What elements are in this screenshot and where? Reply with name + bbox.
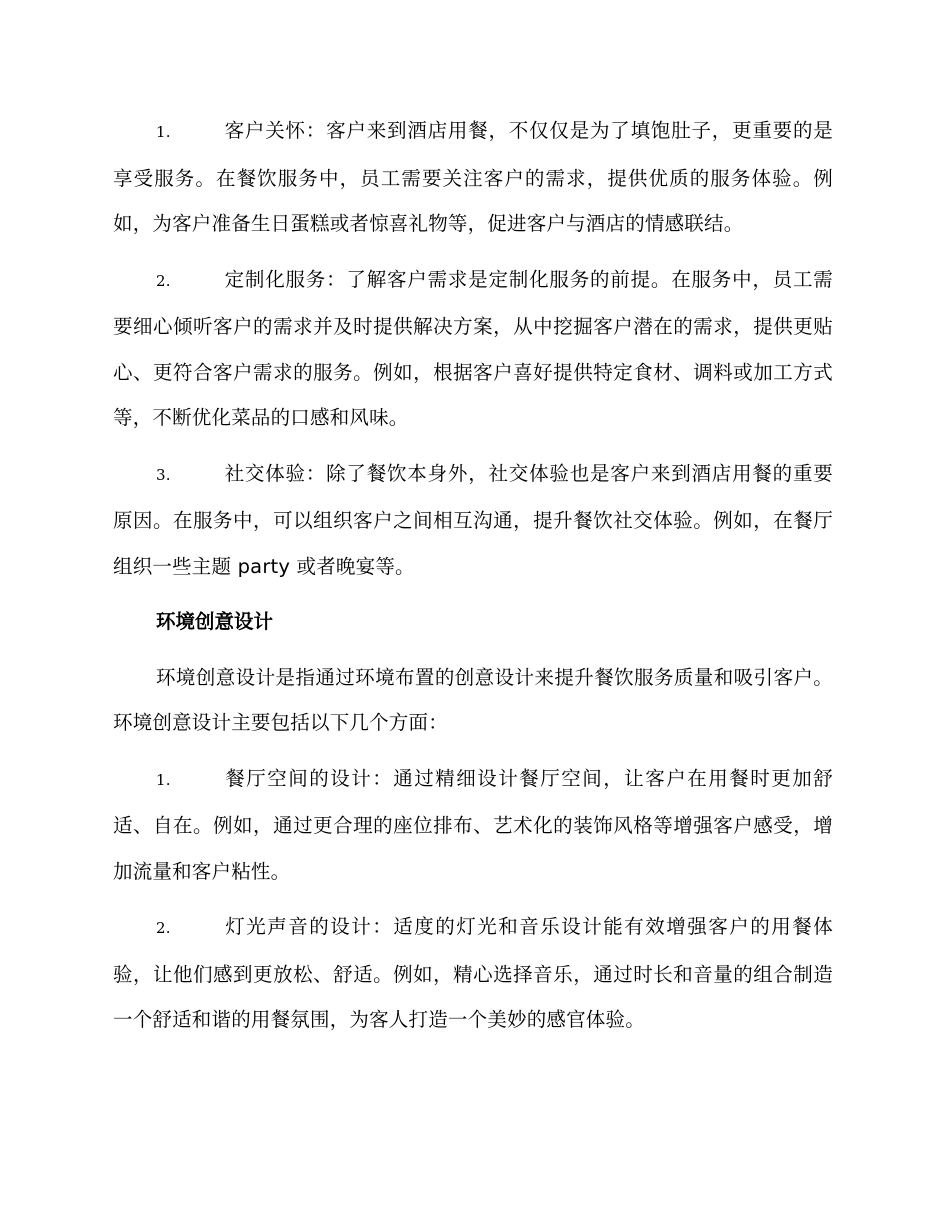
list-item bbox=[113, 108, 833, 247]
list-number: 3. bbox=[156, 465, 171, 484]
list-item bbox=[113, 904, 833, 1043]
document-page bbox=[113, 108, 833, 1053]
list-item-text: 定制化服务：了解客户需求是定制化服务的前提。在服务中，员工需要细心倾听客户的需求并及时提供解决方案，从中挖掘客户潜在的需求，提供更贴心、更符合客户需求的服务。例如，根据客户喜好提供特定食材、调料或加工方式等，不断优化菜品的口感和风味。 bbox=[113, 267, 833, 429]
list-item-text: 社交体验：除了餐饮本身外，社交体验也是客户来到酒店用餐的重要原因。在服务中，可以组织客户之间相互沟通，提升餐饮社交体验。例如，在餐厅组织一些主题 party 或者晚宴等。 bbox=[113, 461, 833, 578]
list-number: 2. bbox=[156, 271, 171, 290]
list-number: 2. bbox=[156, 919, 171, 937]
list-number: 1. bbox=[156, 770, 171, 789]
list-item bbox=[113, 451, 833, 590]
section-heading: 环境创意设计 bbox=[156, 610, 274, 633]
list-item bbox=[113, 756, 833, 895]
list-number: 1. bbox=[156, 123, 171, 141]
list-item-text: 餐厅空间的设计：通过精细设计餐厅空间，让客户在用餐时更加舒适、自在。例如，通过更合理的座位排布、艺术化的装饰风格等增强客户感受，增加流量和客户粘性。 bbox=[113, 766, 833, 883]
section-intro: 环境创意设计是指通过环境布置的创意设计来提升餐饮服务质量和吸引客户。环境创意设计主要包括以下几个方面： bbox=[113, 665, 833, 734]
list-item bbox=[113, 257, 833, 441]
list-item-text: 客户关怀：客户来到酒店用餐，不仅仅是为了填饱肚子，更重要的是享受服务。在餐饮服务中，员工需要关注客户的需求，提供优质的服务体验。例如，为客户准备生日蛋糕或者惊喜礼物等，促进客户与酒店的情感联结。 bbox=[113, 119, 833, 235]
list-item-text: 灯光声音的设计：适度的灯光和音乐设计能有效增强客户的用餐体验，让他们感到更放松、舒适。例如，精心选择音乐，通过时长和音量的组合制造一个舒适和谐的用餐氛围，为客人打造一个美妙的感官体验。 bbox=[113, 915, 833, 1031]
